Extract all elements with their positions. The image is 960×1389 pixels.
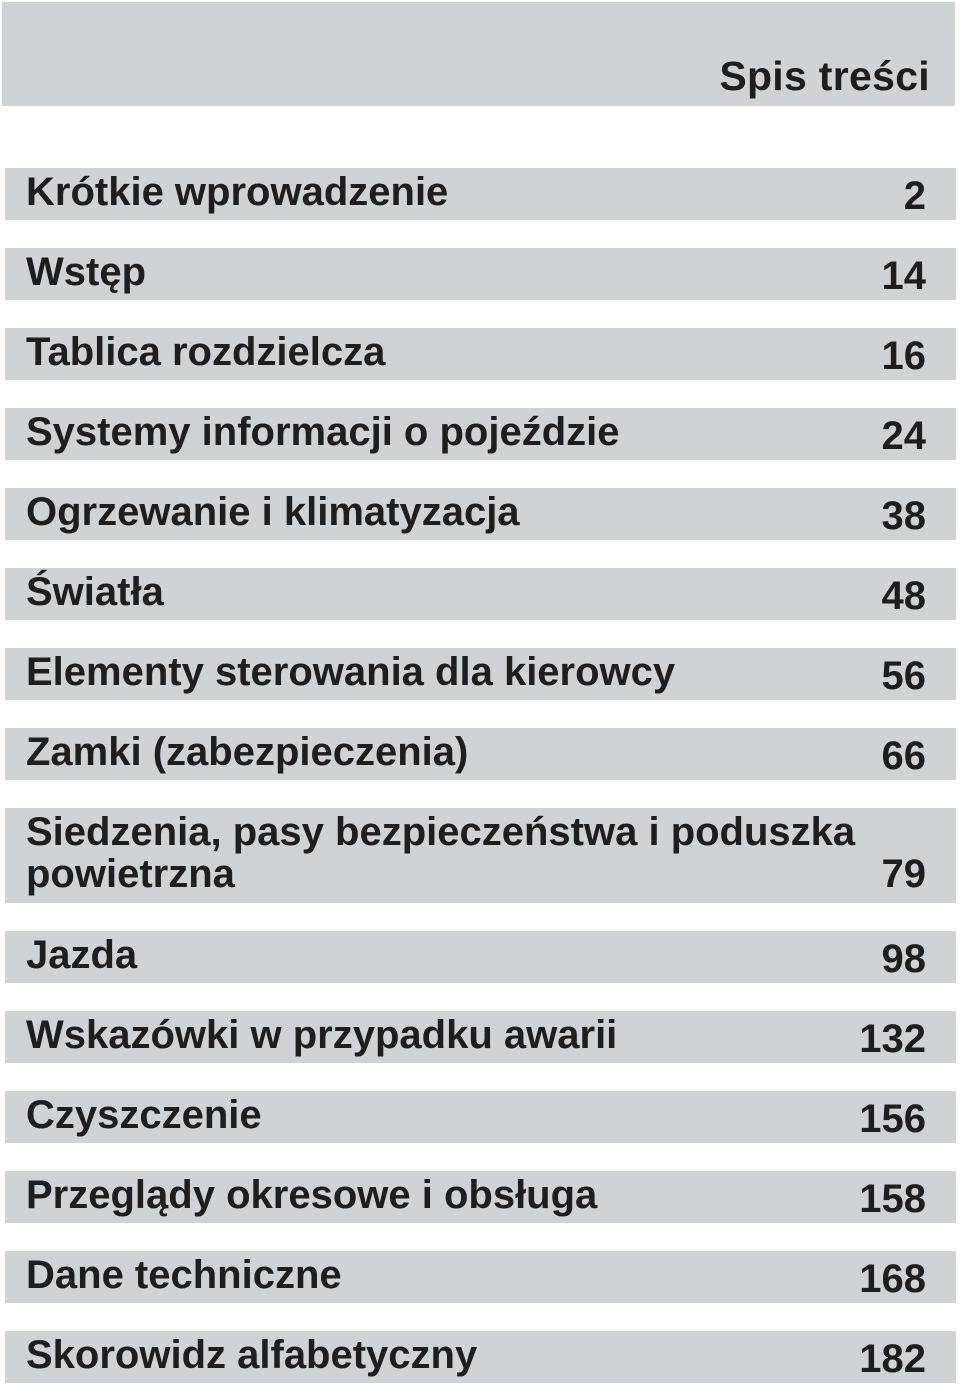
toc-entry-title: Elementy sterowania dla kierowcy [26,650,676,694]
toc-entry-title: Siedzenia, pasy bezpieczeństwa i poduszka powietrzna [26,810,856,896]
toc-entry-page-number: 182 [859,1337,926,1381]
toc-entry[interactable] [5,168,956,220]
toc-entry[interactable] [5,808,956,903]
toc-entry-title: Ogrzewanie i klimatyzacja [26,490,520,534]
toc-entry-page-number: 79 [881,852,926,896]
toc-entry-page-number: 158 [859,1177,926,1221]
toc-entry-title: Zamki (zabezpieczenia) [26,730,469,774]
toc-entry-page-number: 38 [881,494,926,538]
toc-entry-title: Wskazówki w przypadku awarii [26,1013,618,1057]
toc-entry[interactable] [5,1251,956,1303]
toc-entry-title: Tablica rozdzielcza [26,330,386,374]
toc-entry[interactable] [5,648,956,700]
toc-entry-page-number: 14 [881,254,926,298]
toc-entry[interactable] [5,568,956,620]
toc-entry-title: Jazda [26,933,138,977]
toc-entry-title: Krótkie wprowadzenie [26,170,449,214]
toc-entry-title: Skorowidz alfabetyczny [26,1333,478,1377]
toc-entry-title: Dane techniczne [26,1253,342,1297]
page-title: Spis treści [719,53,930,99]
toc-entry-title: Światła [26,570,164,614]
toc-entry-page-number: 24 [881,414,926,458]
toc-entry[interactable] [5,931,956,983]
toc-entry-title: Przeglądy okresowe i obsługa [26,1173,598,1217]
toc-entry-page-number: 48 [881,574,926,618]
toc-entry[interactable] [5,488,956,540]
toc-entry-page-number: 168 [859,1257,926,1301]
toc-entry[interactable] [5,248,956,300]
toc-entry-page-number: 156 [859,1097,926,1141]
toc-entry[interactable] [5,1091,956,1143]
toc-entry[interactable] [5,328,956,380]
toc-entry-page-number: 56 [881,654,926,698]
toc-entry-title: Systemy informacji o pojeździe [26,410,620,454]
toc-entry-page-number: 2 [903,174,926,218]
toc-entry-page-number: 132 [859,1017,926,1061]
toc-entry-page-number: 66 [881,734,926,778]
toc-entry-page-number: 98 [881,937,926,981]
toc-entry[interactable] [5,1171,956,1223]
toc-entry-page-number: 16 [881,334,926,378]
toc-entry[interactable] [5,1011,956,1063]
toc-entry[interactable] [5,1331,956,1383]
toc-entry[interactable] [5,408,956,460]
toc-entry-title: Wstęp [26,250,146,294]
toc-entry-title: Czyszczenie [26,1093,262,1137]
toc-entry[interactable] [5,728,956,780]
